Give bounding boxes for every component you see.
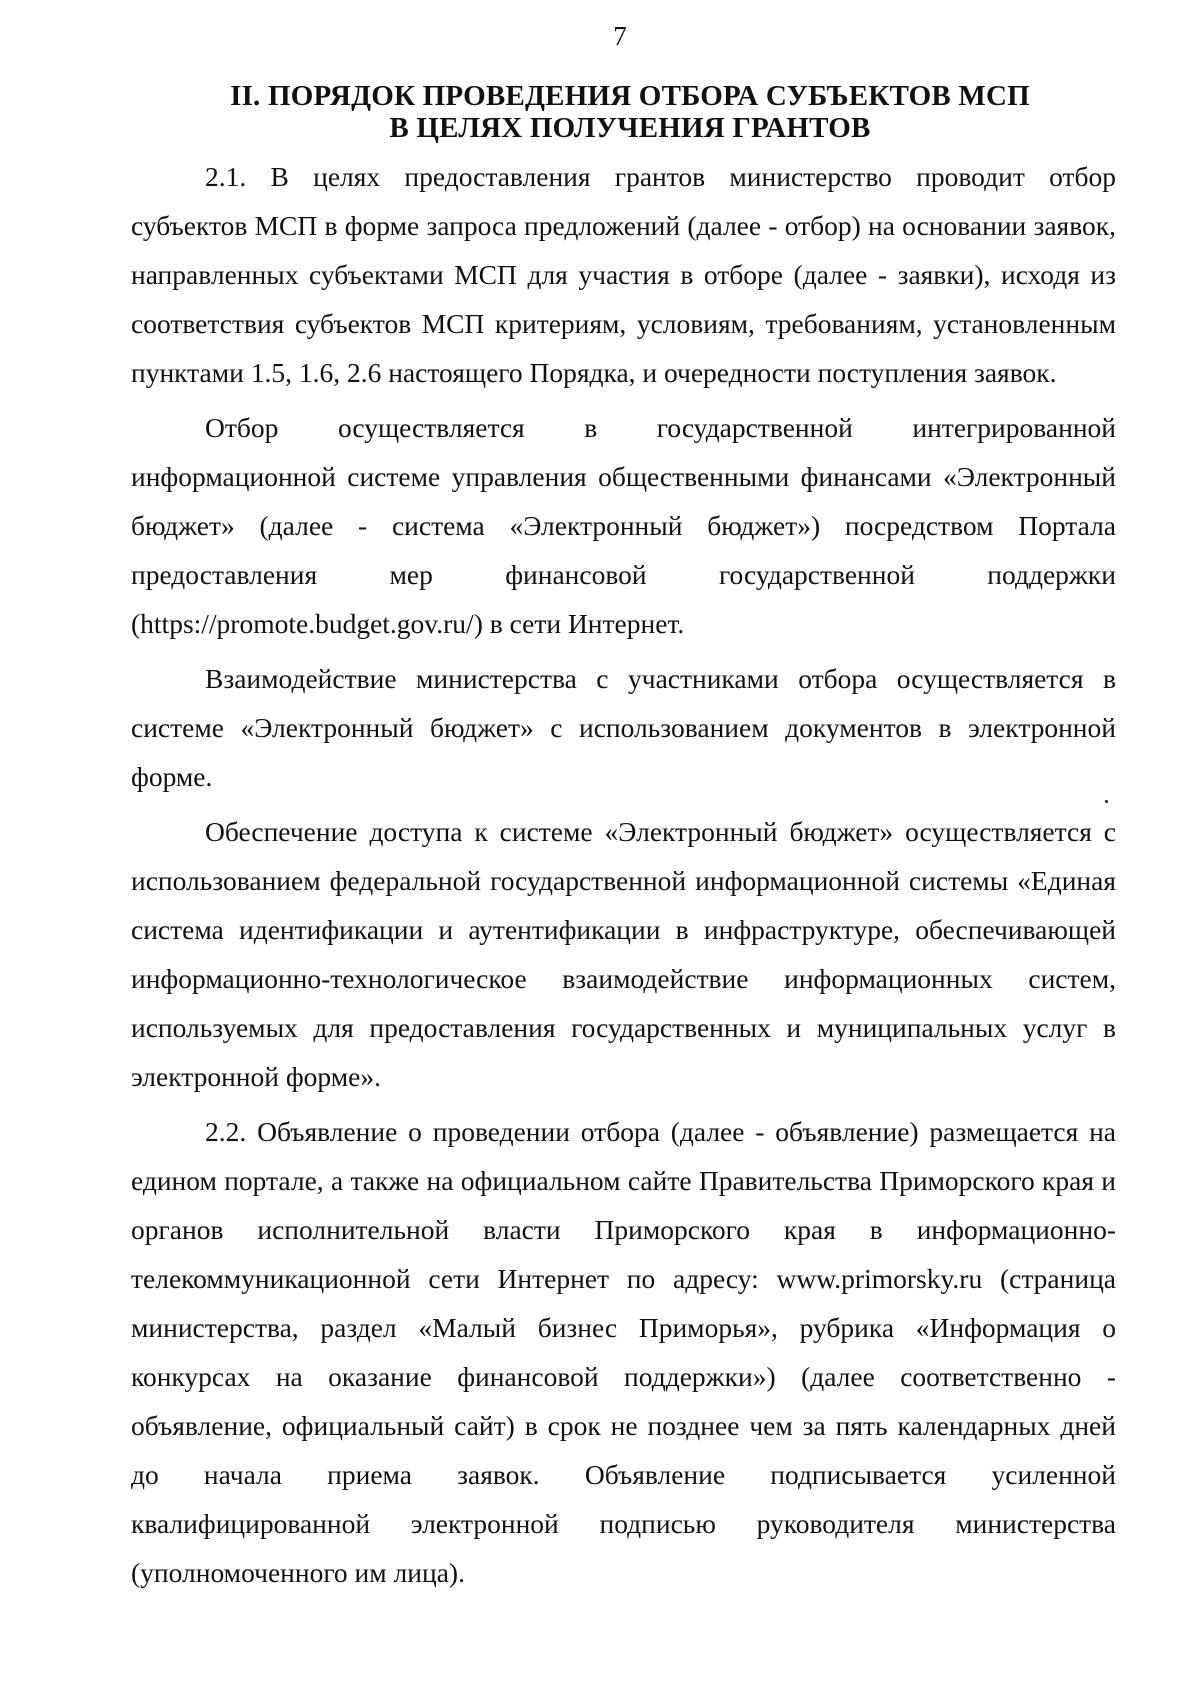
section-heading-line-2: В ЦЕЛЯХ ПОЛУЧЕНИЯ ГРАНТОВ	[389, 112, 871, 144]
paragraph-access: Обеспечение доступа к системе «Электронный бюджет» осуществляется с использованием федеральной государственной информационной системы «Единая система идентификации и аутентификации в инфраструктуре, обеспечивающей информационно-технологическое взаимодействие информационных систем, используемых для предоставления государственных и муниципальных услуг в электронной форме».	[131, 816, 1116, 1092]
paragraph-2-1: 2.1. В целях предоставления грантов министерство проводит отбор субъектов МСП в форме запроса предложений (далее - отбор) на основании заявок, направленных субъектами МСП для участия в отборе (далее - заявки), исходя из соответствия субъектов МСП критериям, условиям, требованиям, установленным пунктами 1.5, 1.6, 2.6 настоящего Порядка, и очередности поступления заявок.	[131, 161, 1116, 388]
paragraph-interaction: Взаимодействие министерства с участниками отбора осуществляется в системе «Электронный бюджет» с использованием документов в электронной форме.	[131, 663, 1116, 792]
paragraph-selection-system: Отбор осуществляется в государственной интегрированной информационной системе управления общественными финансами «Электронный бюджет» (далее - система «Электронный бюджет») посредством Портала предоставления мер финансовой государственной поддержки (https://promote.budget.gov.ru/) в сети Интернет.	[131, 412, 1116, 639]
page-number: 7	[613, 21, 627, 51]
paragraph-2-2: 2.2. Объявление о проведении отбора (далее - объявление) размещается на едином портале, а также на официальном сайте Правительства Приморского края и органов исполнительной власти Приморского края в информационно-телекоммуникационной сети Интернет по адресу: www.primorsky.ru (страница министерства, раздел «Малый бизнес Приморья», рубрика «Информация о конкурсах на оказание финансовой поддержки») (далее соответственно - объявление, официальный сайт) в срок не позднее чем за пять календарных дней до начала приема заявок. Объявление подписывается усиленной квалифицированной электронной подписью руководителя министерства (уполномоченного им лица).	[131, 1116, 1116, 1588]
section-heading	[130, 80, 1130, 144]
body-text	[131, 152, 1116, 1597]
section-heading-line-1: II. ПОРЯДОК ПРОВЕДЕНИЯ ОТБОРА СУБЪЕКТОВ МСП	[230, 80, 1030, 112]
scan-speck	[1105, 800, 1108, 803]
